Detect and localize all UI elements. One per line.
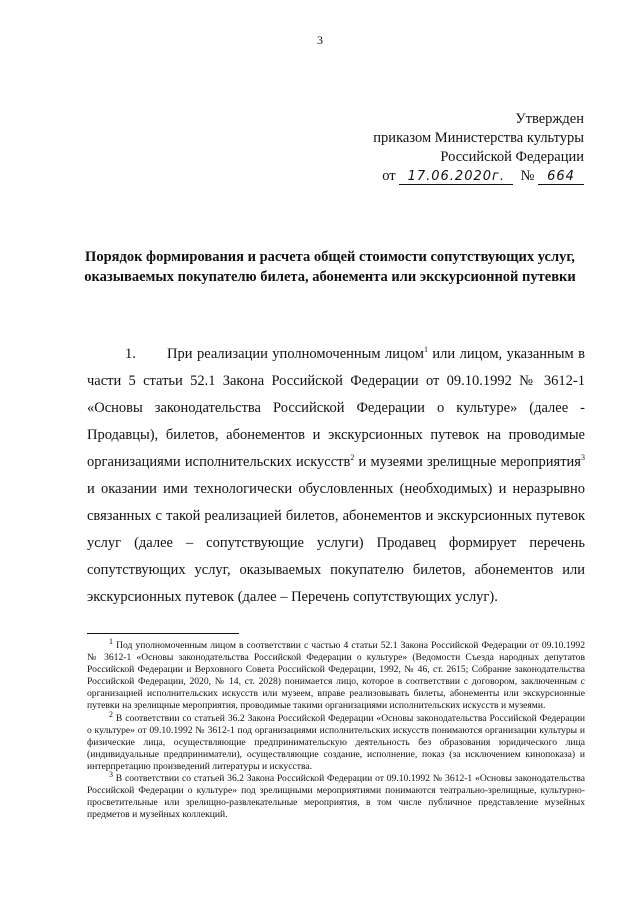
footnote-1-text: Под уполномоченным лицом в соответствии с частью 4 статьи 52.1 Закона Российской Федерации от 09.10.1992 № 3612-1 «Основы законодательства Российской Федерации о культуре» (Ведомости Съезда народных депутатов Российской Федерации и Верховного Совета Российской Федерации, 1992, № 46, ст. 2615; Собрание законодательства Российской Федерации, 2020, № 14, ст. 2028) понимается лицо, которое в соответствии с договором, заключенным с организацией исполнительских искусств или музеем, вправе реализовывать билеты, абонементы или экскурсионные путевки на зрелищные мероприятия, проводимые такими организациями исполнительских искусств и музеями. — [87, 640, 585, 712]
footnote-3-text: В соответствии со статьей 36.2 Закона Российской Федерации от 09.10.1992 № 3612-1 «Основы законодательства Российской Федерации о культуре» под зрелищными мероприятиями понимаются театрально-зрелищные, культурно-просветительные или зрелищно-развлекательные мероприятия, в том числе публичное представление музейных предметов и музейных коллекций. — [87, 773, 585, 821]
approval-handwritten-number: 664 — [538, 169, 584, 185]
paragraph-1-text-a: 1. При реализации уполномоченным лицом — [125, 346, 424, 362]
footnote-2-text: В соответствии со статьей 36.2 Закона Российской Федерации «Основы законодательства Российской Федерации о культуре» от 09.10.1992 № 3612-1 под организациями исполнительских искусств понимаются организации культуры и физические лица, осуществляющие предпринимательскую деятельность без образования юридического лица (индивидуальные предприниматели), осуществляющие создание, исполнение, показ (за исключением кинопоказа) и интерпретацию произведений литературы и искусства. — [87, 712, 585, 772]
page-number: 3 — [317, 33, 323, 47]
footnote-2-mark: 2 — [109, 709, 113, 719]
approval-approved-label: Утвержден — [515, 111, 584, 127]
approval-number-label: № — [520, 168, 535, 184]
paragraph-1 — [87, 341, 585, 611]
paragraph-1-text-b: или лицом, указанным в части 5 статьи 52.1 Закона Российской Федерации от 09.10.1992 № 3612-1 «Основы законодательства Российской Федерации о культуре» (далее - Продавцы), билетов, абонементов и экскурсионных путевок на проводимые организациями исполнительских искусств — [87, 346, 585, 470]
approval-date-number-line — [373, 167, 584, 186]
approval-handwritten-date: 17.06.2020г. — [399, 169, 513, 185]
approval-from-label: от — [382, 168, 396, 184]
paragraph-1-text-c: и музеями зрелищные мероприятия — [354, 454, 581, 470]
footnotes — [87, 636, 585, 821]
footnote-2 — [87, 709, 585, 773]
paragraph-1-text-d: и оказании ими технологически обусловленных (необходимых) и неразрывно связанных с такой реализацией билетов, абонементов и экскурсионных путевок услуг (далее – сопутствующие услуги) Продавец формирует перечень сопутствующих услуг, оказываемых покупателю билетов, абонементов или экскурсионных путевок (далее – Перечень сопутствующих услуг). — [87, 481, 585, 605]
footnote-1 — [87, 636, 585, 713]
footnote-3 — [87, 769, 585, 821]
approval-stamp-block — [373, 110, 584, 186]
footnote-1-mark: 1 — [109, 636, 113, 646]
footnote-ref-1: 1 — [423, 345, 428, 355]
footnote-ref-2: 2 — [350, 453, 355, 463]
footnote-3-mark: 3 — [109, 769, 113, 779]
approval-order-label: приказом Министерства культуры — [373, 130, 584, 146]
document-title: Порядок формирования и расчета общей стоимости сопутствующих услуг, оказываемых покупателю билета, абонемента или экскурсионной путевки — [84, 249, 576, 285]
main-body — [87, 341, 585, 611]
footnote-separator — [87, 633, 239, 634]
approval-federation-label: Российской Федерации — [440, 149, 584, 165]
footnote-ref-3: 3 — [580, 453, 585, 463]
